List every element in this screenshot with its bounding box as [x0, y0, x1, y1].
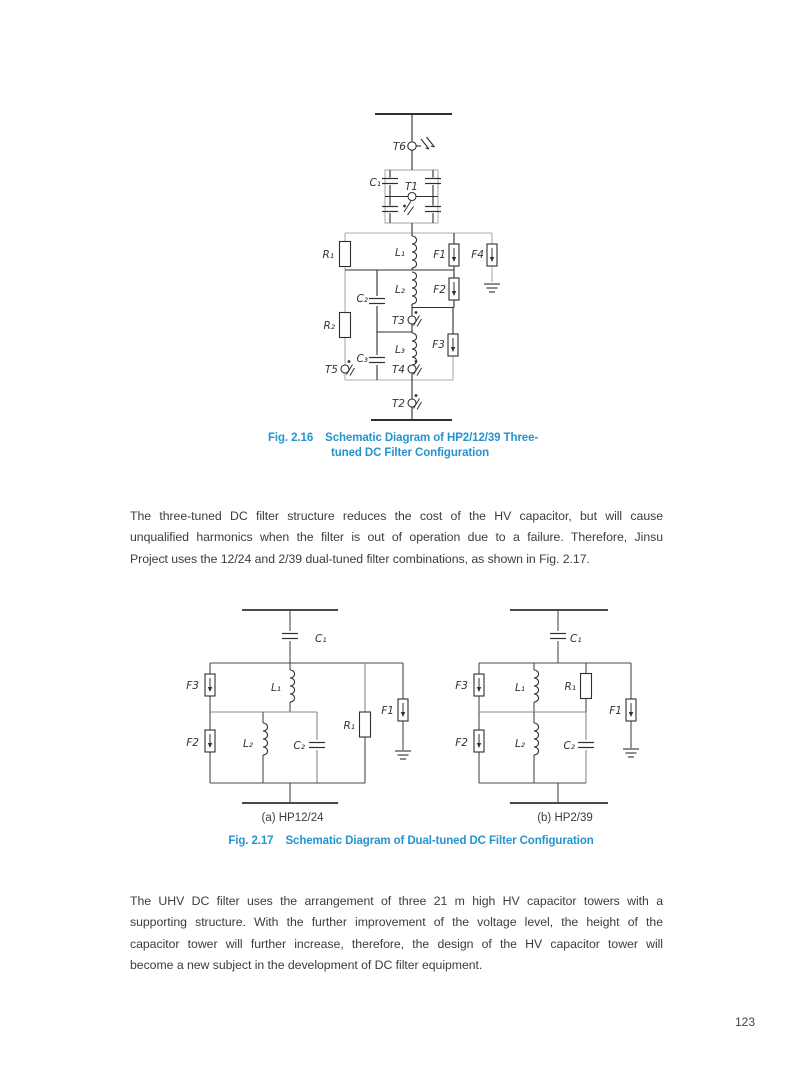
- label-c3: C₃: [356, 353, 368, 365]
- fig-2-16-caption: [268, 431, 588, 461]
- label-r1: R₁: [343, 720, 355, 732]
- paragraph-2: [130, 891, 663, 977]
- paragraph-1: [130, 506, 663, 570]
- label-r1: R₁: [564, 681, 576, 693]
- label-t6: T6: [392, 141, 406, 153]
- label-f1: F1: [609, 705, 622, 717]
- fig-2-17-caption-label: Fig. 2.17: [228, 835, 274, 847]
- fig-2-17-caption: [111, 834, 711, 849]
- label-f3: F3: [432, 339, 445, 351]
- label-l1: L₁: [270, 682, 281, 694]
- fig-2-16-caption-label: Fig. 2.16: [268, 432, 314, 444]
- fig-2-17b-schematic: [440, 595, 690, 810]
- label-t3: T3: [391, 315, 405, 327]
- fig-2-17a-schematic: [170, 595, 415, 810]
- fig-2-17b-subcaption: (b) HP2/39: [537, 812, 593, 824]
- paragraph-2-line: become a new subject in the development of DC filter equipment.: [130, 958, 483, 973]
- label-t4: T4: [391, 364, 405, 376]
- label-l1: L₁: [394, 247, 405, 259]
- label-f2: F2: [455, 737, 468, 749]
- fig-2-16-caption-line1: [268, 431, 588, 446]
- fig-2-16-schematic: [320, 100, 540, 430]
- label-f1: F1: [381, 705, 394, 717]
- label-l1: L₁: [514, 682, 525, 694]
- label-t1: T1: [404, 181, 418, 193]
- paragraph-1-line: Project uses the 12/24 and 2/39 dual-tuned filter combinations, as shown in Fig. 2.17.: [130, 551, 590, 566]
- label-l3: L₃: [394, 344, 405, 356]
- paragraph-2-line: The UHV DC filter uses the arrangement of three 21 m high HV capacitor towers with a: [130, 894, 663, 908]
- label-r1: R₁: [322, 249, 334, 261]
- page-number: 123: [735, 1015, 756, 1029]
- fig217b-components: [474, 634, 639, 758]
- fig216-components: [340, 142, 501, 410]
- label-f2: F2: [433, 284, 446, 296]
- fig217a-components: [205, 634, 411, 760]
- label-l2: L₂: [394, 284, 405, 296]
- label-c1: C₁: [369, 177, 381, 189]
- label-f4: F4: [471, 249, 484, 261]
- label-f3: F3: [186, 680, 199, 692]
- fig216-gray-wires: [345, 170, 492, 380]
- label-l2: L₂: [514, 738, 525, 750]
- paragraph-2-line: capacitor tower will further increase, therefore, the design of the HV capacitor tower will: [130, 936, 663, 951]
- fig217a-wires: [210, 610, 403, 803]
- label-c1: C₁: [570, 633, 582, 645]
- paragraph-1-line: The three-tuned DC filter structure reduces the cost of the HV capacitor, but will cause: [130, 509, 663, 523]
- fig-2-16-caption-text1: Schematic Diagram of HP2/12/39 Three-: [325, 432, 539, 444]
- label-c2: C₂: [356, 293, 368, 305]
- label-f2: F2: [186, 737, 199, 749]
- fig-2-17-caption-text: Schematic Diagram of Dual-tuned DC Filter Configuration: [285, 835, 594, 847]
- label-r2: R₂: [323, 320, 335, 332]
- paragraph-2-line: supporting structure. With the further improvement of the voltage level, the height of the: [130, 915, 663, 930]
- label-t5: T5: [324, 364, 338, 376]
- label-c2: C₂: [293, 740, 305, 752]
- label-l2: L₂: [242, 738, 253, 750]
- fig-2-16-caption-line2: tuned DC Filter Configuration: [331, 447, 490, 459]
- label-c2: C₂: [563, 740, 575, 752]
- label-c1: C₁: [315, 633, 327, 645]
- label-f3: F3: [455, 680, 468, 692]
- paragraph-1-line: unqualified harmonics when the filter is out of operation due to a failure. Therefore, Jinsu: [130, 530, 663, 545]
- label-t2: T2: [391, 398, 405, 410]
- fig-2-17a-subcaption: (a) HP12/24: [261, 812, 324, 824]
- label-f1: F1: [433, 249, 446, 261]
